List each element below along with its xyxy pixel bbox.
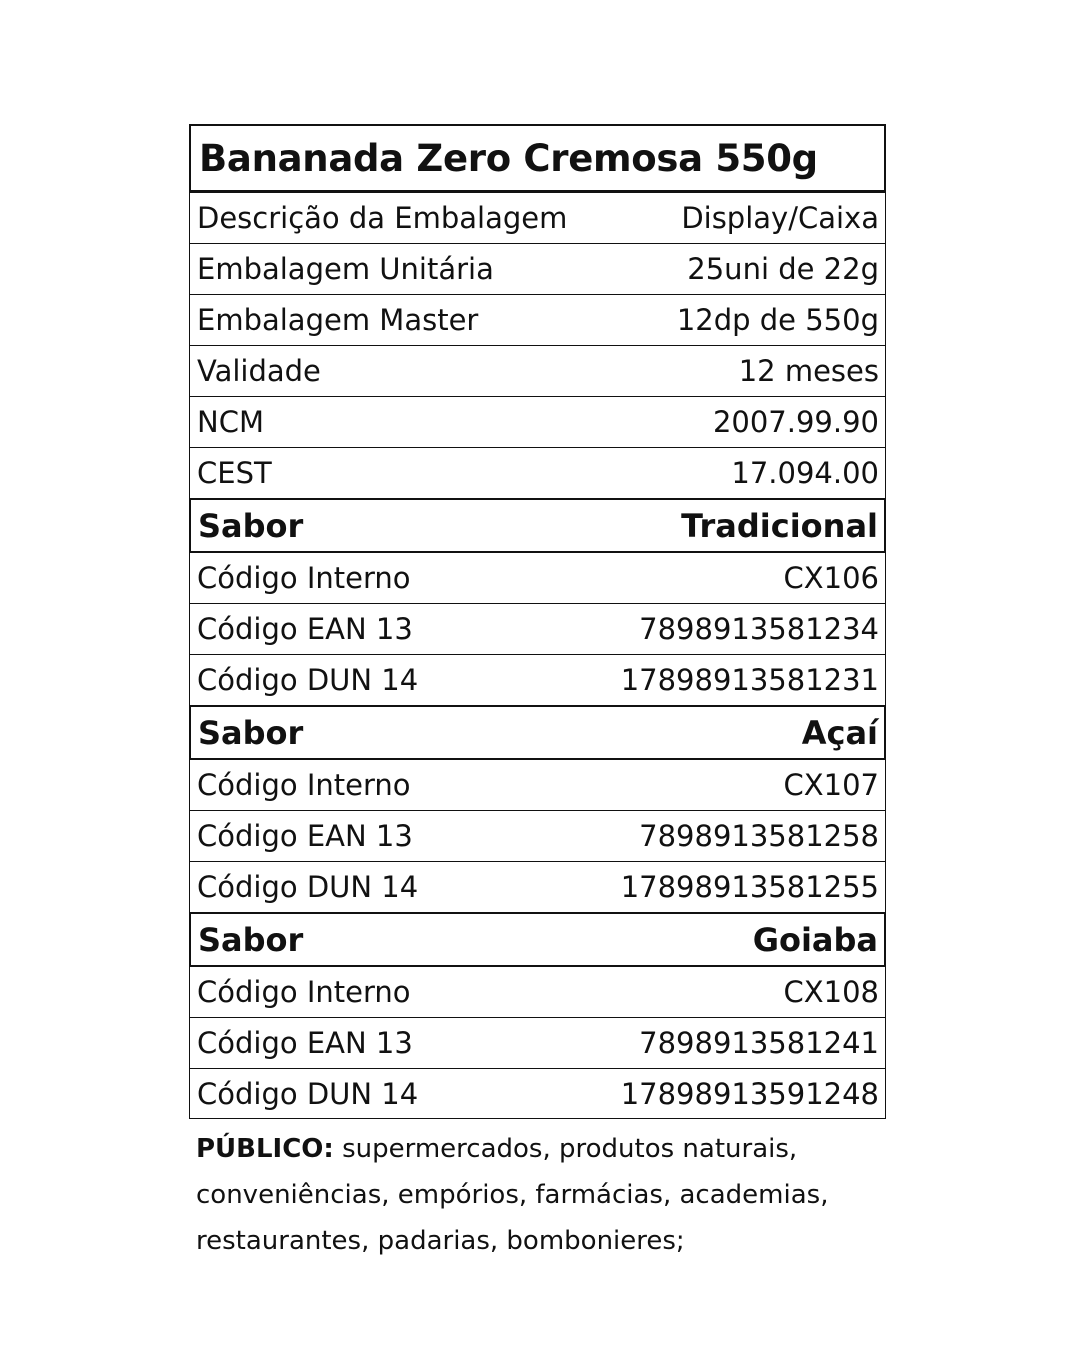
spec-value: Display/Caixa [681,201,879,235]
spec-row-cest [190,448,885,498]
code-value: CX107 [783,768,879,802]
code-value: 17898913591248 [620,1076,879,1111]
code-label: Código EAN 13 [197,819,413,853]
code-label: Código EAN 13 [197,612,413,646]
product-spec-sheet [189,124,886,1119]
code-label: Código EAN 13 [197,1026,413,1060]
spec-value: 25uni de 22g [687,252,879,286]
flavor-header-tradicional [189,498,886,553]
spec-row-unit-packaging [190,244,885,295]
spec-row-master-packaging [190,295,885,346]
spec-label: Descrição da Embalagem [197,201,568,235]
product-title: Bananada Zero Cremosa 550g [199,136,818,180]
spec-table [189,193,886,1119]
flavor-label: Sabor [198,506,304,545]
spec-value: 12 meses [738,354,879,388]
flavor-header-goiaba [189,912,886,967]
code-value: 7898913581234 [639,612,879,646]
code-label: Código Interno [197,768,411,802]
code-value: CX106 [783,561,879,595]
spec-label: NCM [197,405,264,439]
code-value: 17898913581231 [620,663,879,697]
title-cell [189,124,886,193]
spec-label: CEST [197,456,272,490]
code-label: Código Interno [197,561,411,595]
code-row-ean13 [190,1018,885,1069]
target-audience-note [196,1126,896,1264]
code-value: 7898913581241 [639,1026,879,1060]
audience-label: PÚBLICO: [196,1134,334,1164]
flavor-name: Goiaba [752,920,878,959]
code-label: Código DUN 14 [197,663,419,697]
code-value: 7898913581258 [639,819,879,853]
code-row-ean13 [190,811,885,862]
spec-row-packaging-description [190,193,885,244]
flavor-name: Tradicional [681,506,878,545]
code-label: Código Interno [197,975,411,1009]
code-row-internal [190,553,885,604]
spec-label: Embalagem Master [197,303,479,337]
code-row-internal [190,967,885,1018]
code-label: Código DUN 14 [197,1076,419,1111]
spec-row-ncm [190,397,885,448]
flavor-header-acai [189,705,886,760]
spec-value: 17.094.00 [731,456,879,490]
code-row-dun14 [190,1069,885,1119]
spec-row-shelf-life [190,346,885,397]
flavor-name: Açaí [801,713,878,752]
code-value: 17898913581255 [620,870,879,904]
flavor-label: Sabor [198,920,304,959]
code-row-internal [190,760,885,811]
spec-label: Embalagem Unitária [197,252,494,286]
code-value: CX108 [783,975,879,1009]
code-row-ean13 [190,604,885,655]
code-row-dun14 [190,862,885,912]
spec-value: 12dp de 550g [676,303,879,337]
code-label: Código DUN 14 [197,870,419,904]
audience-text: supermercados, produtos naturais, conveniências, empórios, farmácias, academias, restaurantes, padarias, bombonieres; [196,1134,829,1256]
spec-label: Validade [197,354,321,388]
spec-value: 2007.99.90 [712,405,879,439]
flavor-label: Sabor [198,713,304,752]
code-row-dun14 [190,655,885,705]
